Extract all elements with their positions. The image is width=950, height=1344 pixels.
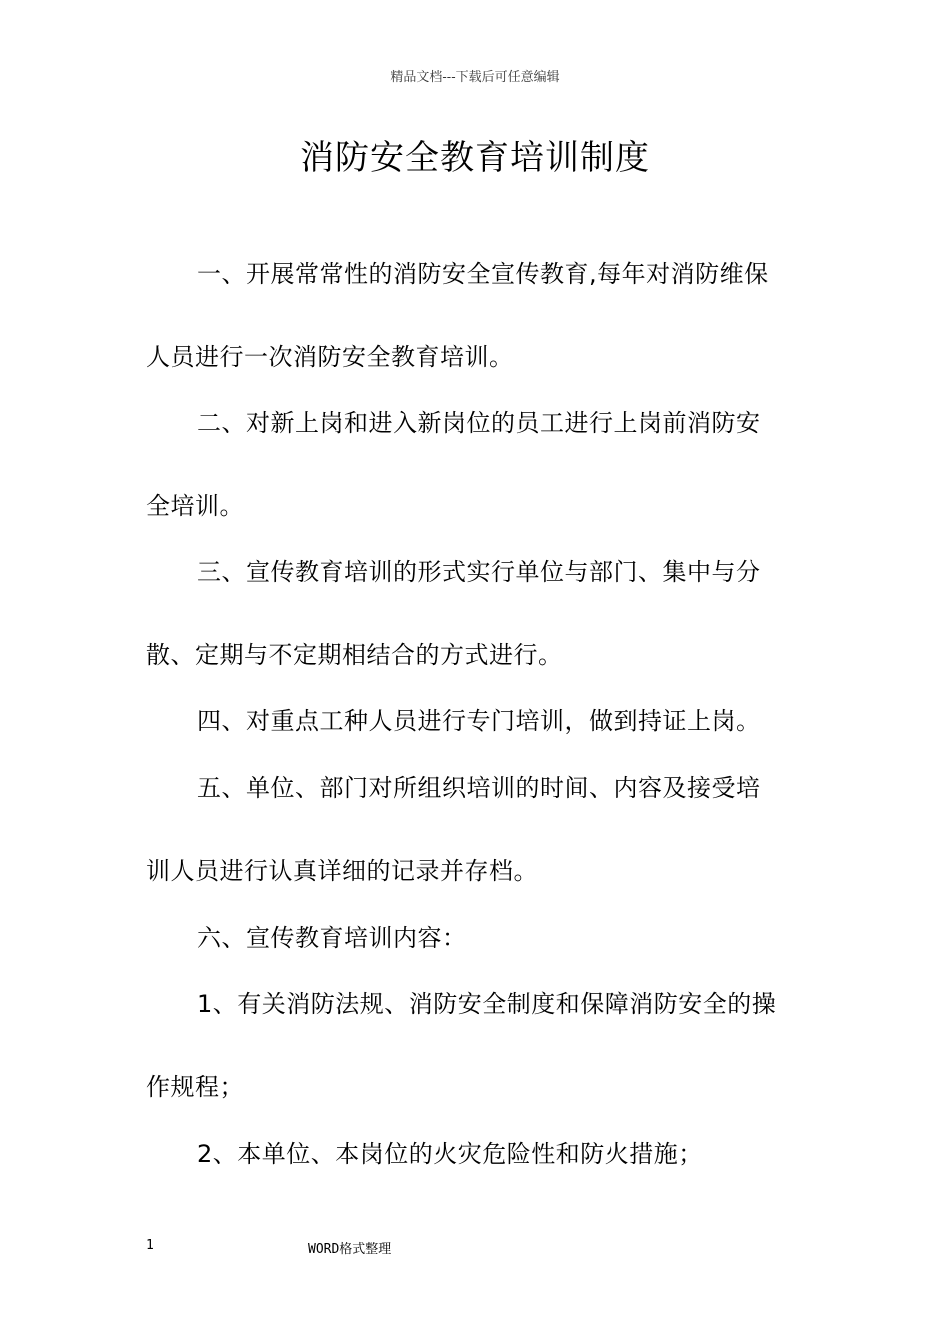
paragraph-line: 二、对新上岗和进入新岗位的员工进行上岗前消防安 — [197, 409, 761, 437]
paragraph-line: 1、有关消防法规、消防安全制度和保障消防安全的操 — [197, 990, 777, 1018]
paragraph-line: 作规程； — [146, 1073, 244, 1101]
document-title: 消防安全教育培训制度 — [300, 138, 650, 178]
paragraph-line: 全培训。 — [146, 492, 244, 520]
paragraph-line: 六、宣传教育培训内容： — [197, 924, 467, 952]
paragraph-line: 一、开展常常性的消防安全宣传教育,每年对消防维保 — [197, 260, 769, 288]
paragraph-line: 人员进行一次消防安全教育培训。 — [146, 343, 514, 371]
header-note: 精品文档---下载后可任意编辑 — [390, 70, 560, 85]
paragraph-line: 四、对重点工种人员进行专门培训，做到持证上岗。 — [197, 707, 761, 735]
paragraph-line: 训人员进行认真详细的记录并存档。 — [146, 857, 538, 885]
paragraph-line: 2、本单位、本岗位的火灾危险性和防火措施； — [197, 1140, 703, 1168]
paragraph-line: 散、定期与不定期相结合的方式进行。 — [146, 641, 563, 669]
paragraph-line: 五、单位、部门对所组织培训的时间、内容及接受培 — [197, 774, 761, 802]
footer-page-number: 1 — [146, 1238, 154, 1253]
paragraph-line: 三、宣传教育培训的形式实行单位与部门、集中与分 — [197, 558, 761, 586]
footer-label: WORD格式整理 — [308, 1242, 392, 1257]
